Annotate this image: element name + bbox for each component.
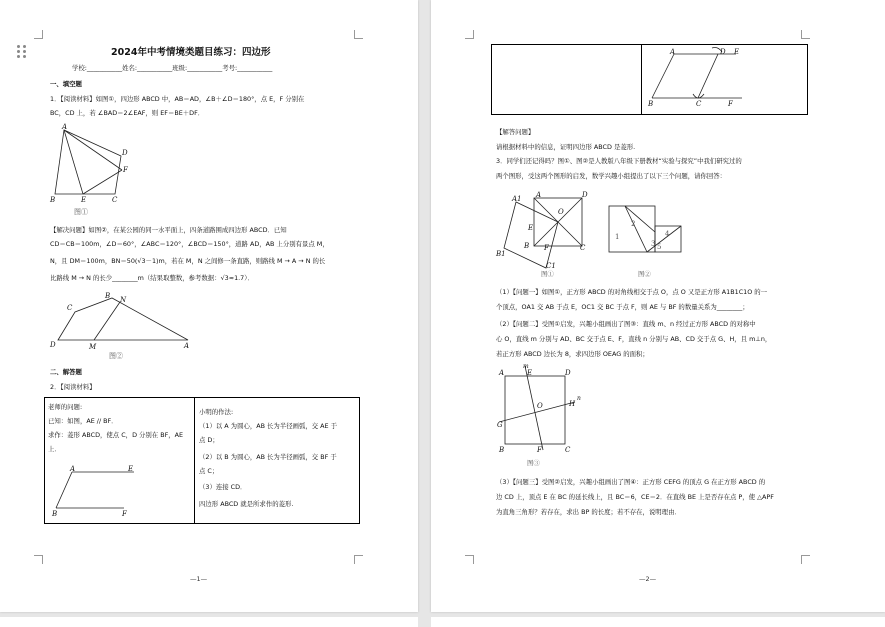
svg-text:F: F — [122, 510, 127, 518]
svg-text:C: C — [696, 100, 702, 108]
svg-text:E: E — [527, 369, 533, 377]
svg-text:B: B — [105, 292, 111, 300]
crop-mark — [801, 555, 810, 564]
svg-text:O: O — [558, 208, 564, 216]
q1-text: 【解决问题】如图②，在某公园的同一水平面上，四条道路围成四边形 ABCD．已知 — [50, 226, 287, 234]
svg-text:A: A — [670, 48, 676, 56]
svg-text:F: F — [728, 100, 733, 108]
crop-mark — [34, 555, 43, 564]
svg-text:G: G — [497, 421, 503, 429]
table-figure-rhombus — [646, 48, 756, 108]
q2-heading: 2．【阅读材料】 — [50, 383, 96, 391]
q1-text: 比路线 M → N 的长少________m（结果取整数，参考数据：√3≈1.7）． — [50, 274, 254, 282]
table-divider — [641, 44, 642, 114]
document-page-1 — [0, 0, 418, 612]
svg-text:A: A — [536, 191, 542, 199]
q3-part3-text: （3）【问题三】受图②启发，兴趣小组画出了图④：正方形 CEFG 的顶点 G 在正方形 ABCD 的 — [496, 478, 766, 486]
svg-text:m: m — [523, 363, 529, 370]
crop-mark — [801, 30, 810, 39]
svg-text:3: 3 — [651, 240, 656, 248]
svg-text:B: B — [50, 196, 56, 204]
svg-text:D: D — [720, 48, 726, 56]
svg-text:A: A — [499, 369, 505, 377]
student-info-line: 学校:___________姓名:___________班级:___________考号:___________ — [72, 64, 273, 72]
table-divider — [194, 397, 195, 523]
document-page-2 — [431, 0, 885, 612]
svg-text:B: B — [52, 510, 58, 518]
table-cell-text: 上． — [48, 445, 61, 453]
svg-text:2: 2 — [631, 220, 636, 228]
section-heading: 一、填空题 — [50, 80, 82, 88]
svg-text:O: O — [537, 402, 543, 410]
figure-2-park-roads — [50, 290, 200, 350]
q3-part2-text: 若正方形 ABCD 边长为 8，求四边形 OEAG 的面积； — [496, 350, 649, 358]
crop-mark — [354, 555, 363, 564]
crop-mark — [354, 30, 363, 39]
figure-caption: 图③ — [527, 459, 540, 467]
table-cell-text: 已知：如图，AE // BF． — [48, 417, 118, 425]
answer-heading: 【解答问题】 — [496, 128, 535, 136]
table-cell-text: 点 C； — [199, 467, 219, 475]
svg-text:E: E — [81, 196, 87, 204]
svg-text:B1: B1 — [496, 250, 506, 258]
svg-text:5: 5 — [657, 243, 662, 251]
figure-3-1-rotated-squares — [496, 190, 606, 270]
svg-text:E: E — [128, 465, 134, 473]
svg-text:n: n — [577, 395, 581, 402]
svg-text:C: C — [67, 304, 73, 312]
svg-text:F: F — [544, 244, 549, 252]
svg-text:D: D — [122, 149, 128, 157]
figure-caption: 图② — [109, 352, 123, 360]
drag-handle-icon[interactable] — [17, 45, 29, 59]
q3-part3-text: 边 CD 上，顶点 E 在 BC 的延长线上，且 BC＝6，CE＝2．在直线 BE 上是否存在点 P，使 △APF — [496, 493, 774, 501]
svg-text:4: 4 — [665, 230, 670, 238]
table-cell-text: 老师的问题: — [48, 403, 83, 411]
svg-text:A: A — [184, 342, 190, 350]
svg-text:B: B — [499, 446, 505, 454]
svg-text:F: F — [123, 166, 128, 174]
section-heading: 二、解答题 — [50, 368, 82, 376]
q3-part1-text: （1）【问题一】如图①，正方形 ABCD 的对角线相交于点 O，点 O 又是正方形 A1B1C1O 的一 — [496, 288, 768, 296]
svg-text:D: D — [565, 369, 571, 377]
svg-text:E: E — [734, 48, 740, 56]
svg-text:C: C — [112, 196, 118, 204]
figure-3-3-perpendicular-lines — [497, 364, 582, 454]
q3-text: 3．同学们还记得吗？图①、图②是人教版八年级下册教材“实验与探究”中我们研究过的 — [496, 157, 742, 165]
figure-3-2-square-dissection — [607, 204, 697, 259]
table-cell-text: （1）以 A 为圆心，AB 长为半径画弧，交 AE 于 — [199, 422, 338, 430]
answer-text: 请根据材料中的信息，证明四边形 ABCD 是菱形. — [496, 143, 636, 151]
figure-caption: 图② — [638, 270, 651, 278]
q3-part3-text: 为直角三角形？若存在，求出 BP 的长度；若不存在，说明理由． — [496, 508, 681, 516]
table-figure-parallel-lines — [52, 466, 152, 516]
q3-part1-text: 个顶点，OA1 交 AB 于点 E，OC1 交 BC 于点 F，则 AE 与 BF 的数量关系为________； — [496, 303, 749, 311]
next-page-edge — [0, 617, 418, 627]
svg-text:M: M — [89, 343, 97, 351]
q1-text: 1．【阅读材料】如图①，四边形 ABCD 中，AB＝AD，∠B＋∠D＝180°，点 E，F 分别在 — [50, 95, 305, 103]
svg-text:A: A — [70, 465, 76, 473]
svg-text:N: N — [120, 296, 127, 304]
page-title: 2024年中考情境类题目练习：四边形 — [111, 47, 271, 58]
q3-part2-text: （2）【问题二】受图①启发，兴趣小组画出了图③：直线 m、n 经过正方形 ABCD 的对称中 — [496, 320, 756, 328]
crop-mark — [465, 30, 474, 39]
svg-text:B: B — [648, 100, 654, 108]
svg-text:F: F — [537, 446, 542, 454]
figure-caption: 图① — [541, 270, 554, 278]
q3-text: 两个图形，受这两个图形的启发，数学兴趣小组提出了以下三个问题，请你回答： — [496, 172, 727, 180]
svg-text:B: B — [524, 242, 530, 250]
svg-text:C: C — [565, 446, 571, 454]
svg-text:1: 1 — [615, 233, 620, 241]
svg-text:A1: A1 — [512, 195, 522, 203]
crop-mark — [34, 30, 43, 39]
svg-text:A: A — [62, 123, 68, 131]
svg-text:E: E — [528, 224, 534, 232]
q1-text: N，且 DM＝100m，BN＝50(√3－1)m，若在 M，N 之间修一条直路，则路线 M → A → N 的长 — [50, 257, 326, 265]
svg-text:C: C — [580, 244, 586, 252]
table-cell-text: 小明的作法: — [199, 408, 234, 416]
q1-text: BC，CD 上，若 ∠BAD＝2∠EAF，则 EF＝BE＋DF． — [50, 109, 205, 117]
page-number: —1— — [190, 575, 208, 583]
crop-mark — [465, 555, 474, 564]
svg-text:C1: C1 — [546, 262, 556, 270]
table-cell-text: （3）连接 CD． — [199, 483, 247, 491]
svg-text:D: D — [50, 341, 56, 349]
svg-text:H: H — [569, 400, 576, 408]
table-cell-text: 点 D； — [199, 436, 219, 444]
q3-part2-text: 心 O，直线 m 分别与 AD、BC 交于点 E、F，直线 n 分别与 AB、CD 交于点 G、H，且 m⊥n， — [496, 335, 772, 343]
table-cell-text: 四边形 ABCD 就是所求作的菱形. — [199, 500, 294, 508]
figure-1-quadrilateral — [50, 122, 140, 212]
table-cell-text: 求作：菱形 ABCD，使点 C，D 分别在 BF，AE — [48, 431, 184, 439]
figure-caption: 图① — [74, 208, 88, 216]
svg-text:D: D — [582, 191, 588, 199]
page-number: —2— — [639, 575, 657, 583]
table-cell-text: （2）以 B 为圆心，AB 长为半径画弧，交 BF 于 — [199, 453, 337, 461]
q1-text: CD＝CB＝100m，∠D＝60°，∠ABC＝120°，∠BCD＝150°，道路 AD，AB 上分别有景点 M， — [50, 240, 329, 248]
next-page-edge — [431, 617, 885, 627]
